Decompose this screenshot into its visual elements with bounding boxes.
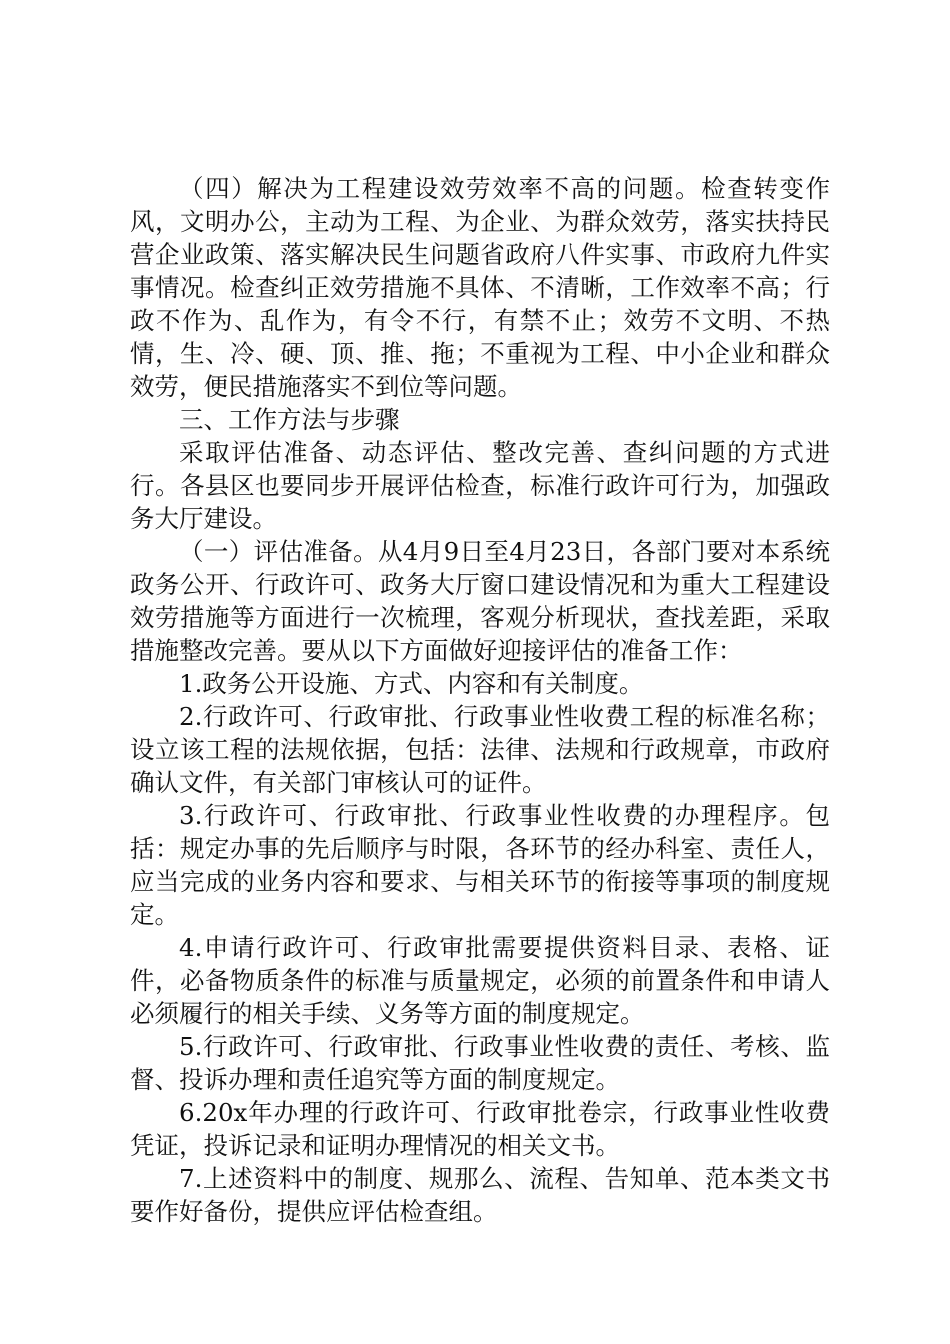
paragraph-section-4: （四）解决为工程建设效劳效率不高的问题。检查转变作风，文明办公，主动为工程、为企业、为群众效劳，落实扶持民营企业政策、落实解决民生问题省政府八件实事、市政府九件实事情况。检查纠正效劳措施不具体、不清晰，工作效率不高；行政不作为、乱作为，有令不行，有禁不止；效劳不文明、不热情，生、冷、硬、顶、推、拖；不重视为工程、中小企业和群众效劳，便民措施落实不到位等问题。 xyxy=(130,174,830,401)
list-item-4: 4.申请行政许可、行政审批需要提供资料目录、表格、证件，必备物质条件的标准与质量规定，必须的前置条件和申请人必须履行的相关手续、义务等方面的制度规定。 xyxy=(130,933,830,1028)
list-item-5: 5.行政许可、行政审批、行政事业性收费的责任、考核、监督、投诉办理和责任追究等方面的制度规定。 xyxy=(130,1032,830,1094)
heading-work-methods: 三、工作方法与步骤 xyxy=(179,405,400,434)
paragraph-methods-intro: 采取评估准备、动态评估、整改完善、查纠问题的方式进行。各县区也要同步开展评估检查，标准行政许可行为，加强政务大厅建设。 xyxy=(130,438,830,533)
document-body xyxy=(130,172,830,1228)
list-item-7: 7.上述资料中的制度、规那么、流程、告知单、范本类文书要作好备份，提供应评估检查组。 xyxy=(130,1164,830,1226)
list-item-2: 2.行政许可、行政审批、行政事业性收费工程的标准名称；设立该工程的法规依据，包括：法律、法规和行政规章，市政府确认文件，有关部门审核认可的证件。 xyxy=(130,702,830,797)
list-item-3: 3.行政许可、行政审批、行政事业性收费的办理程序。包括：规定办事的先后顺序与时限，各环节的经办科室、责任人，应当完成的业务内容和要求、与相关环节的衔接等事项的制度规定。 xyxy=(130,801,830,929)
list-item-6: 6.20x年办理的行政许可、行政审批卷宗，行政事业性收费凭证，投诉记录和证明办理情况的相关文书。 xyxy=(130,1098,830,1160)
paragraph-step-1-preparation: （一）评估准备。从4月9日至4月23日，各部门要对本系统政务公开、行政许可、政务大厅窗口建设情况和为重大工程建设效劳措施等方面进行一次梳理，客观分析现状，查找差距，采取措施整改完善。要从以下方面做好迎接评估的准备工作： xyxy=(130,537,830,665)
list-item-1: 1.政务公开设施、方式、内容和有关制度。 xyxy=(179,669,644,698)
